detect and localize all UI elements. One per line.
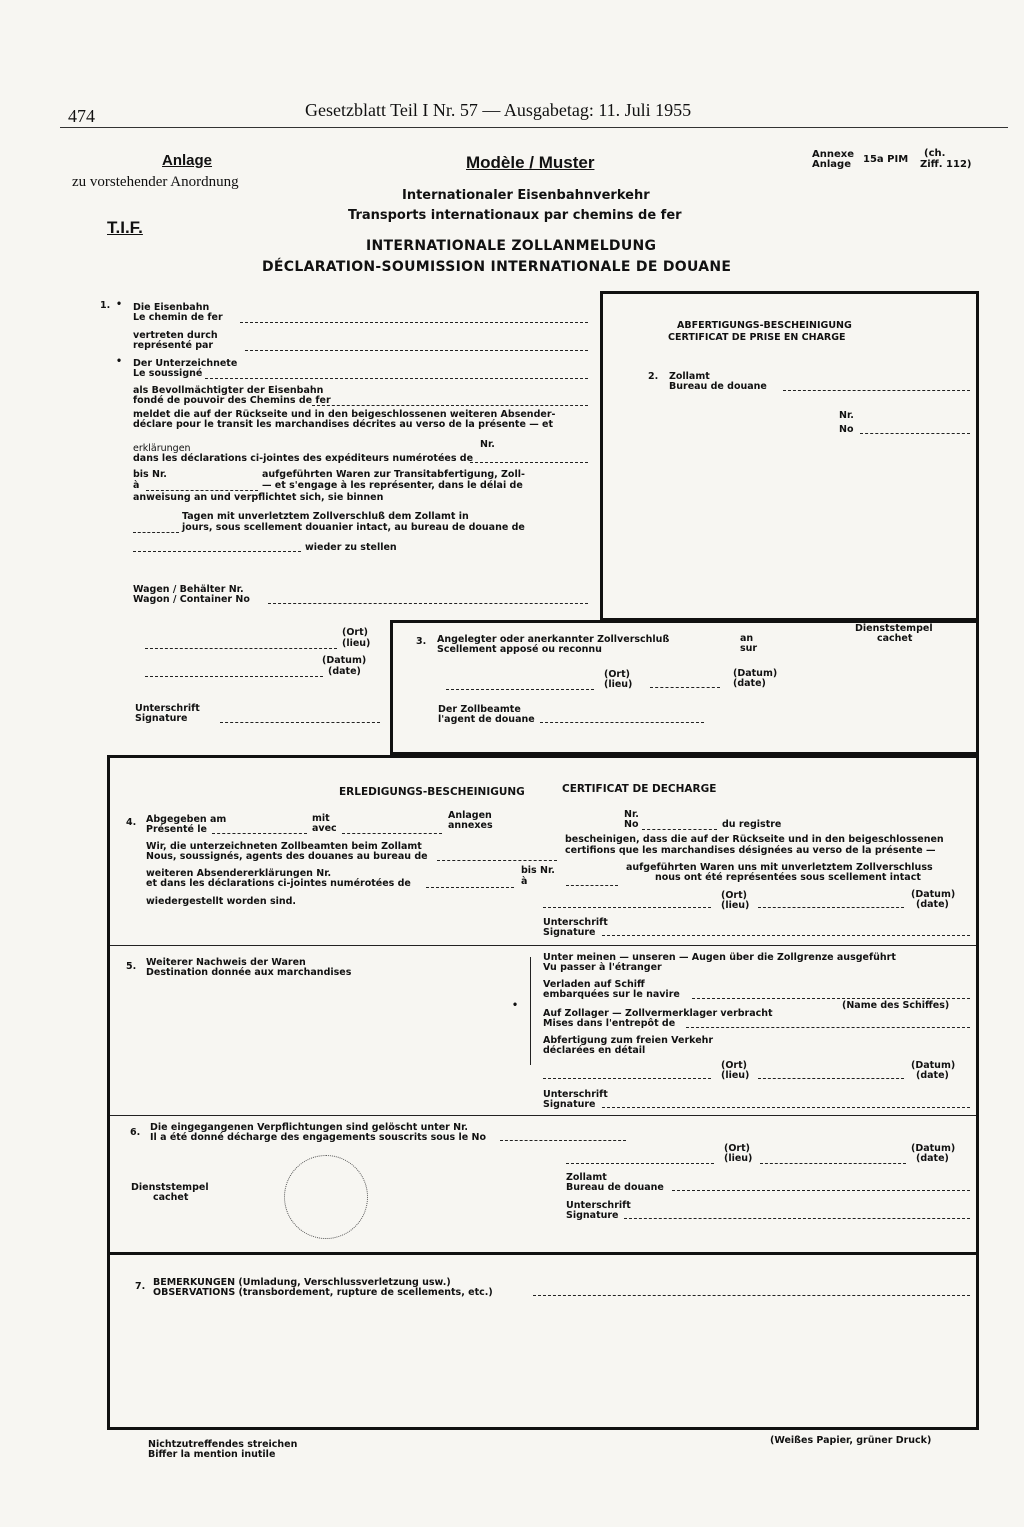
- discharge-date-field[interactable]: [758, 907, 904, 908]
- section-4-number: 4.: [126, 817, 137, 828]
- date-label-fr: (date): [733, 678, 766, 689]
- agent-field[interactable]: [540, 722, 704, 723]
- running-title: Gesetzblatt Teil I Nr. 57 — Ausgabetag: 11. Juli 1955: [305, 100, 692, 120]
- seal-label-fr: Scellement apposé ou reconnu: [437, 644, 602, 655]
- customs-office-field[interactable]: [783, 390, 970, 391]
- represented-field[interactable]: [245, 350, 588, 351]
- days-field[interactable]: [133, 532, 179, 533]
- option-free-circulation-fr: déclarées en détail: [543, 1045, 646, 1056]
- transit-text-de: aufgeführten Waren zur Transitabfertigung, Zoll-: [262, 469, 525, 480]
- option-export-de: Unter meinen — unseren — Augen über die Zollgrenze ausgeführt: [543, 952, 896, 963]
- divider: [110, 945, 976, 946]
- with-label-fr: avec: [312, 823, 337, 834]
- release-text-fr: Il a été donné décharge des engagements souscrits sous le No: [150, 1132, 486, 1143]
- annexe-label: Annexe: [812, 149, 854, 160]
- annexes-label-de: Anlagen: [448, 810, 492, 821]
- reg-nr-field[interactable]: [860, 433, 970, 434]
- further-proof-label-de: Weiterer Nachweis der Waren: [146, 957, 306, 968]
- section-7-number: 7.: [135, 1281, 146, 1292]
- wagon-label-de: Wagen / Behälter Nr.: [133, 584, 244, 595]
- remarks-field[interactable]: [533, 1295, 970, 1296]
- anlage-sub: zu vorstehender Anordnung: [72, 174, 239, 190]
- certify-text-de: bescheinigen, dass die auf der Rückseite und in den beigeschlossenen: [565, 834, 944, 845]
- presented-goods-text-de: aufgeführten Waren uns mit unverletztem Zollverschluss: [626, 862, 933, 873]
- date-label-fr: (date): [916, 1070, 949, 1081]
- signature-field[interactable]: [602, 1107, 970, 1108]
- ship-name-label: (Name des Schiffes): [842, 1000, 950, 1011]
- customs-office-field[interactable]: [133, 551, 301, 552]
- acceptance-title-fr: CERTIFICAT DE PRISE EN CHARGE: [668, 332, 846, 343]
- register-label: du registre: [722, 819, 782, 830]
- further-decl-label-fr: et dans les déclarations ci-jointes numérotées de: [146, 878, 411, 889]
- agent-label-de: Der Zollbeamte: [438, 704, 521, 715]
- customs-office-field[interactable]: [672, 1190, 970, 1191]
- further-decl-to-field[interactable]: [566, 885, 618, 886]
- stamp-circle-icon: [284, 1155, 368, 1239]
- date-label-de: (Datum): [911, 889, 956, 900]
- presented-label-de: Abgegeben am: [146, 814, 227, 825]
- presented-label-fr: Présenté le: [146, 824, 207, 835]
- on-label-de: an: [740, 633, 754, 644]
- undersigned-label-fr: Le soussigné: [133, 368, 203, 379]
- signature-field[interactable]: [602, 935, 970, 936]
- customs-office-label-de: Zollamt: [566, 1172, 607, 1183]
- signature-label-de: Unterschrift: [543, 917, 608, 928]
- signature-label-de: Unterschrift: [543, 1089, 608, 1100]
- title-fr-2: DÉCLARATION-SOUMISSION INTERNATIONALE DE DOUANE: [262, 259, 732, 275]
- place-label-fr: (lieu): [342, 638, 371, 649]
- option-free-circulation-de: Abfertigung zum freien Verkehr: [543, 1035, 714, 1046]
- place-label-de: (Ort): [342, 627, 368, 638]
- further-decl-from-field[interactable]: [426, 887, 514, 888]
- declarations-from-field[interactable]: [470, 462, 588, 463]
- until-nr-label-de: bis Nr.: [521, 865, 555, 876]
- discharge-title-de: ERLEDIGUNGS-BESCHEINIGUNG: [339, 786, 525, 798]
- signature-label-fr: Signature: [543, 1099, 596, 1110]
- customs-office-label-fr: Bureau de douane: [566, 1182, 664, 1193]
- customs-office-label-fr: Bureau de douane: [669, 381, 767, 392]
- discharge-place-field[interactable]: [543, 907, 711, 908]
- place-label-de: (Ort): [724, 1143, 750, 1154]
- option-warehouse-de: Auf Zollager — Zollvermerklager verbracht: [543, 1008, 773, 1019]
- certify-text-fr: certifions que les marchandises désignées au verso de la présente —: [565, 845, 936, 856]
- signature-label-de: Unterschrift: [135, 703, 200, 714]
- option-export-fr: Vu passer à l'étranger: [543, 962, 662, 973]
- declarations-label-fr: dans les déclarations ci-jointes des expéditeurs numérotées de: [133, 453, 474, 464]
- acceptance-title-de: ABFERTIGUNGS-BESCHEINIGUNG: [677, 320, 852, 331]
- officials-text-de: Wir, die unterzeichneten Zollbeamten beim Zollamt: [146, 841, 422, 852]
- bullet-icon: •: [116, 299, 123, 310]
- date-label-fr: (date): [916, 1153, 949, 1164]
- footer-note-fr: Biffer la mention inutile: [148, 1449, 276, 1460]
- agent-label-fr: l'agent de douane: [438, 714, 535, 725]
- release-place-field[interactable]: [566, 1163, 714, 1164]
- section-2-number: 2.: [648, 371, 659, 382]
- declare-text-de: meldet die auf der Rückseite und in den beigeschlossenen weiteren Absender-: [133, 409, 556, 420]
- anlage-small-label: Anlage: [812, 159, 851, 170]
- section-5-number: 5.: [126, 961, 137, 972]
- annexe-ziff: Ziff. 112): [920, 159, 972, 170]
- seal-date-field[interactable]: [650, 687, 720, 688]
- annex-count-field[interactable]: [342, 833, 442, 834]
- signature-label-fr: Signature: [566, 1210, 619, 1221]
- place-label-fr: (lieu): [721, 900, 750, 911]
- signature-field[interactable]: [624, 1218, 970, 1219]
- until-label-fr: à: [521, 876, 528, 887]
- brace-icon: [530, 957, 531, 1065]
- to-nr-label: bis Nr.: [133, 469, 167, 480]
- warehouse-field[interactable]: [686, 1027, 970, 1028]
- declare-text-fr: déclare pour le transit les marchandises décrites au verso de la présente — et: [133, 419, 554, 430]
- place-label-fr: (lieu): [724, 1153, 753, 1164]
- annexe-ch: (ch.: [924, 148, 946, 159]
- signature-label-fr: Signature: [543, 927, 596, 938]
- annexe-ref: 15a PIM: [863, 154, 909, 165]
- further-decl-label-de: weiteren Absendererklärungen Nr.: [146, 868, 332, 879]
- date-label-fr: (date): [328, 666, 361, 677]
- ship-name-field[interactable]: [692, 998, 970, 999]
- railway-field[interactable]: [240, 322, 588, 323]
- divider: [110, 1115, 976, 1116]
- option-warehouse-fr: Mises dans l'entrepôt de: [543, 1018, 676, 1029]
- place-label-de: (Ort): [721, 890, 747, 901]
- modele-label: Modèle / Muster: [466, 153, 595, 172]
- place-label-fr: (lieu): [604, 679, 633, 690]
- presented-date-field[interactable]: [212, 833, 307, 834]
- date-label-de: (Datum): [322, 655, 367, 666]
- undersigned-label-de: Der Unterzeichnete: [133, 358, 238, 369]
- further-proof-label-fr: Destination donnée aux marchandises: [146, 967, 352, 978]
- stamp-label-de: Dienststempel: [131, 1182, 209, 1193]
- section-6-number: 6.: [130, 1127, 141, 1138]
- declarations-nr: Nr.: [480, 439, 495, 450]
- title-fr-1: Transports internationaux par chemins de fer: [348, 208, 682, 223]
- to-label-fr: à: [133, 480, 140, 491]
- destination-place-field[interactable]: [543, 1078, 711, 1079]
- option-ship-de: Verladen auf Schiff: [543, 979, 645, 990]
- footer-note-de: Nichtzutreffendes streichen: [148, 1439, 298, 1450]
- undersigned-field[interactable]: [205, 378, 588, 379]
- proxy-field[interactable]: [312, 405, 588, 406]
- wagon-label-fr: Wagon / Container No: [133, 594, 250, 605]
- restored-text: wiedergestellt worden sind.: [146, 896, 297, 907]
- date-label-de: (Datum): [733, 668, 778, 679]
- section-3-number: 3.: [416, 636, 427, 647]
- railway-label-fr: Le chemin de fer: [133, 312, 223, 323]
- on-label-fr: sur: [740, 643, 758, 654]
- days-text-de: Tagen mit unverletztem Zollverschluß dem Zollamt in: [182, 511, 469, 522]
- register-nr-field[interactable]: [642, 829, 717, 830]
- declarations-label-de: erklärungen: [133, 443, 191, 454]
- officials-text-fr: Nous, soussignés, agents des douanes au bureau de: [146, 851, 428, 862]
- place-label-de: (Ort): [604, 669, 630, 680]
- release-text-de: Die eingegangenen Verpflichtungen sind gelöscht unter Nr.: [150, 1122, 469, 1133]
- days-text-fr: jours, sous scellement douanier intact, au bureau de douane de: [182, 522, 525, 533]
- place-field[interactable]: [145, 648, 337, 649]
- option-ship-fr: embarquées sur le navire: [543, 989, 680, 1000]
- transit-text-fr: — et s'engage à les représenter, dans le délai de: [262, 480, 523, 491]
- reg-nr-label-de: Nr.: [839, 410, 854, 421]
- signature-field[interactable]: [220, 722, 380, 723]
- bullet-icon: •: [116, 356, 123, 367]
- destination-date-field[interactable]: [758, 1078, 904, 1079]
- customs-office-label-de: Zollamt: [669, 371, 710, 382]
- tif-label: T.I.F.: [107, 218, 143, 237]
- remarks-label-de: BEMERKUNGEN (Umladung, Verschlussverletzung usw.): [153, 1277, 451, 1288]
- with-label-de: mit: [312, 813, 330, 824]
- seal-place-field[interactable]: [446, 689, 594, 690]
- title-de-2: INTERNATIONALE ZOLLANMELDUNG: [366, 238, 657, 254]
- date-label-fr: (date): [916, 899, 949, 910]
- header-rule: [60, 127, 1008, 128]
- date-label-de: (Datum): [911, 1143, 956, 1154]
- discharge-title-fr: CERTIFICAT DE DECHARGE: [562, 783, 717, 795]
- railway-label-de: Die Eisenbahn: [133, 302, 210, 313]
- stamp-label-de: Dienststempel: [855, 623, 933, 634]
- wagon-field[interactable]: [268, 603, 588, 604]
- stamp-label-fr: cachet: [877, 633, 913, 644]
- stamp-label-fr: cachet: [153, 1192, 189, 1203]
- date-label-de: (Datum): [911, 1060, 956, 1071]
- return-text: wieder zu stellen: [305, 542, 397, 553]
- proxy-label-de: als Bevollmächtigter der Eisenbahn: [133, 385, 324, 396]
- to-nr-field[interactable]: [146, 490, 258, 491]
- register-nr-label-fr: No: [624, 819, 639, 830]
- officials-office-field[interactable]: [437, 860, 557, 861]
- proxy-label-fr: fondé de pouvoir des Chemins de fer: [133, 395, 331, 406]
- reg-nr-label-fr: No: [839, 424, 854, 435]
- release-date-field[interactable]: [760, 1163, 906, 1164]
- remarks-label-fr: OBSERVATIONS (transbordement, rupture de scellements, etc.): [153, 1287, 493, 1298]
- annexes-label-fr: annexes: [448, 820, 493, 831]
- signature-label-de: Unterschrift: [566, 1200, 631, 1211]
- title-de-1: Internationaler Eisenbahnverkehr: [402, 188, 650, 203]
- place-label-de: (Ort): [721, 1060, 747, 1071]
- represented-label-de: vertreten durch: [133, 330, 218, 341]
- register-nr-label-de: Nr.: [624, 809, 639, 820]
- represented-label-fr: représenté par: [133, 340, 214, 351]
- divider: [110, 1252, 976, 1255]
- date-field[interactable]: [145, 676, 323, 677]
- section-1-number: 1.: [100, 300, 111, 311]
- bullet-icon: •: [512, 1000, 519, 1011]
- anlage-label: Anlage: [162, 152, 213, 169]
- signature-label-fr: Signature: [135, 713, 188, 724]
- footer-paper-note: (Weißes Papier, grüner Druck): [770, 1435, 932, 1446]
- seal-label-de: Angelegter oder anerkannter Zollverschluß: [437, 634, 670, 645]
- release-nr-field[interactable]: [500, 1140, 626, 1141]
- page-number: 474: [68, 106, 95, 126]
- presented-goods-text-fr: nous ont été représentées sous scellement intact: [655, 872, 921, 883]
- place-label-fr: (lieu): [721, 1070, 750, 1081]
- instruction-text: anweisung an und verpflichtet sich, sie binnen: [133, 492, 384, 503]
